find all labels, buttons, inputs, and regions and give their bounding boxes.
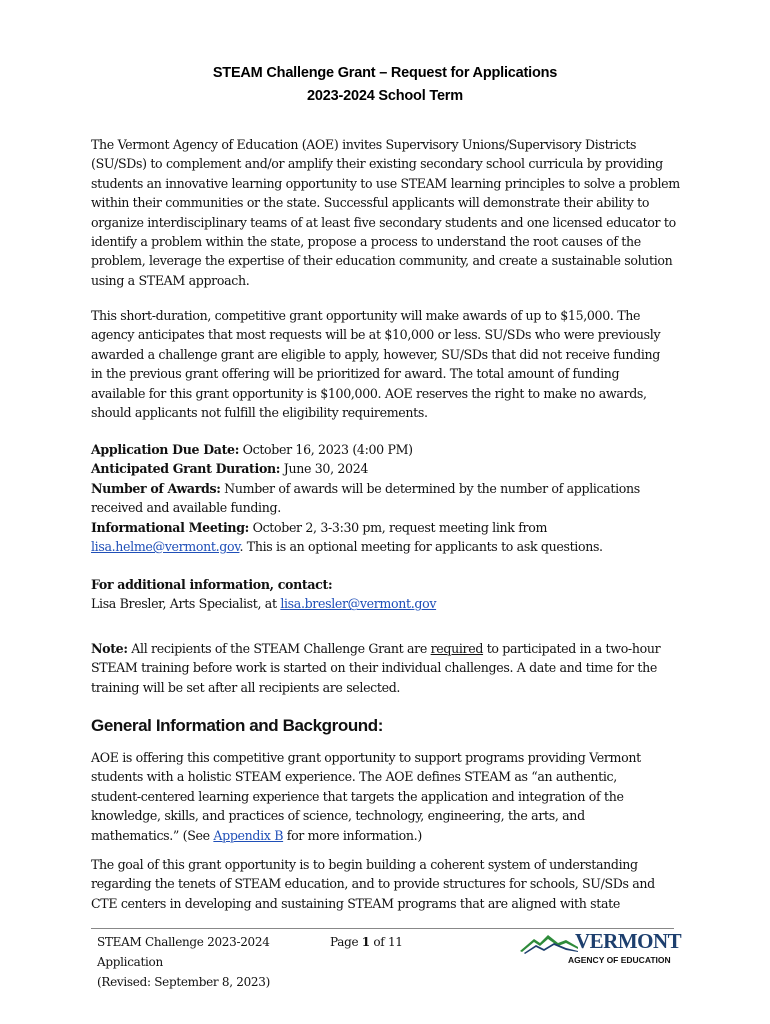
intro-line: using a STEAM approach. [91, 272, 250, 288]
due-date-value: October 16, 2023 (4:00 PM) [239, 442, 413, 457]
general-line: student-centered learning experience that targets the application and integration of the [91, 788, 624, 804]
footer-line: (Revised: September 8, 2023) [97, 975, 270, 989]
due-date-label: Application Due Date: [91, 442, 240, 457]
awards-line: agency anticipates that most requests will be at $10,000 or less. SU/SDs who were previously [91, 327, 661, 343]
intro-line: within their communities or the state. Successful applicants will demonstrate their ability to [91, 195, 650, 211]
general-last-pre: mathematics.” (See [91, 827, 214, 843]
mountain-icon [520, 931, 580, 955]
note-line: STEAM training before work is started on their individual challenges. A date and time for the [91, 660, 657, 676]
general-line: students with a holistic STEAM experience. The AOE defines STEAM as “an authentic, [91, 769, 617, 785]
footer-line: Application [97, 955, 163, 969]
meeting-tail: . This is an optional meeting for applicants to ask questions. [239, 539, 603, 555]
footer-doc-info [97, 932, 270, 992]
intro-line: identify a problem within the state, propose a process to understand the root causes of the [91, 234, 641, 250]
contact-email-link[interactable]: lisa.bresler@vermont.gov [280, 596, 437, 612]
intro-line: problem, leverage the expertise of their education community, and create a sustainable solution [91, 253, 673, 269]
general-paragraph-1 [91, 748, 681, 845]
page-subtitle: 2023-2024 School Term [307, 88, 463, 104]
intro-line: The Vermont Agency of Education (AOE) invites Supervisory Unions/Supervisory Districts [91, 137, 637, 152]
note-label: Note: [91, 641, 128, 656]
contact-heading: For additional information, contact: [91, 577, 333, 592]
general-last-post: for more information.) [283, 827, 422, 843]
due-date-line [91, 440, 681, 459]
logo-subtitle: AGENCY OF EDUCATION [568, 955, 671, 965]
general-line: AOE is offering this competitive grant opportunity to support programs providing Vermont [91, 750, 641, 765]
section-heading: General Information and Background: [91, 716, 384, 735]
awards-line: in the previous grant offering will be prioritized for award. The total amount of funding [91, 366, 620, 382]
appendix-b-link[interactable]: Appendix B [213, 827, 284, 843]
awards-count-cont: received and available funding. [91, 500, 281, 516]
awards-count-line [91, 479, 681, 498]
awards-count-label: Number of Awards: [91, 480, 221, 496]
contact-line [91, 594, 681, 613]
page-mid: of [369, 935, 388, 949]
page-current: 1 [361, 935, 370, 949]
meeting-email-link[interactable]: lisa.helme@vermont.gov [91, 539, 240, 555]
meeting-label: Informational Meeting: [91, 519, 249, 535]
page-title: STEAM Challenge Grant – Request for Applications [212, 65, 558, 81]
page-number [330, 932, 403, 952]
duration-value: June 30, 2024 [280, 461, 369, 477]
general-line [91, 826, 681, 845]
duration-line [91, 459, 681, 478]
awards-line: available for this grant opportunity is $100,000. AOE reserves the right to make no awards, [91, 385, 647, 401]
awards-line: This short-duration, competitive grant opportunity will make awards of up to $15,000. The [91, 308, 641, 323]
general-paragraph-2 [91, 855, 681, 913]
awards-paragraph [91, 306, 681, 422]
note-required: required [430, 641, 484, 656]
meeting-email-line [91, 537, 681, 556]
contact-text: Lisa Bresler, Arts Specialist, at [91, 596, 281, 612]
duration-label: Anticipated Grant Duration: [91, 461, 281, 477]
vermont-aoe-logo [520, 929, 682, 971]
intro-line: students an innovative learning opportunity to use STEAM learning principles to solve a problem [91, 175, 680, 191]
note-pre: All recipients of the STEAM Challenge Grant are [127, 641, 431, 656]
note-paragraph [91, 639, 681, 697]
general-line: CTE centers in developing and sustaining STEAM programs that are aligned with state [91, 895, 620, 911]
awards-line: awarded a challenge grant are eligible to apply, however, SU/SDs that did not receive funding [91, 346, 661, 362]
footer-line: STEAM Challenge 2023-2024 [97, 935, 270, 949]
general-line: regarding the tenets of STEAM education, and to provide structures for schools, SU/SDs and [91, 876, 655, 892]
note-line: training will be set after all recipients are selected. [91, 679, 401, 695]
awards-count-value: Number of awards will be determined by the number of applications [220, 480, 640, 496]
note-line [91, 639, 681, 658]
contact-block [91, 575, 681, 614]
key-details [91, 440, 681, 556]
note-post: to participated in a two-hour [483, 641, 661, 656]
awards-line: should applicants not fulfill the eligibility requirements. [91, 405, 428, 421]
intro-line: (SU/SDs) to complement and/or amplify their existing secondary school curricula by providing [91, 156, 663, 172]
page-total: 11 [387, 935, 403, 949]
general-line: knowledge, skills, and practices of science, technology, engineering, the arts, and [91, 808, 585, 824]
meeting-value: October 2, 3-3:30 pm, request meeting link from [248, 519, 548, 535]
logo-wordmark: VERMONT [575, 929, 682, 953]
meeting-line [91, 518, 681, 537]
intro-line: organize interdisciplinary teams of at least five secondary students and one licensed educator to [91, 214, 676, 230]
page-pre: Page [330, 935, 362, 949]
intro-paragraph [91, 135, 681, 290]
general-line: The goal of this grant opportunity is to begin building a coherent system of understanding [91, 857, 638, 872]
